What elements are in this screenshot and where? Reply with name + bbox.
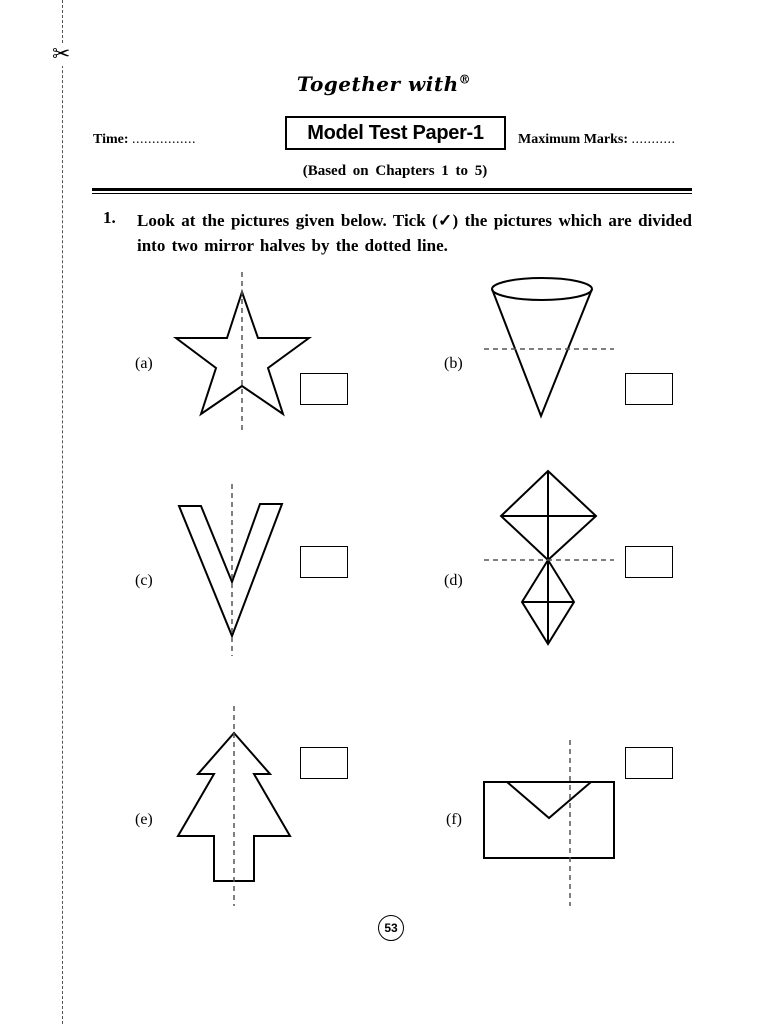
- brand-text: Together with: [296, 72, 459, 96]
- time-dots: ................: [132, 132, 197, 147]
- cone-icon: [484, 278, 614, 416]
- figure-label-b: (b): [444, 355, 463, 372]
- question-number: 1.: [103, 208, 116, 227]
- time-label: Time:: [93, 132, 129, 147]
- envelope-icon: [484, 740, 614, 906]
- page-number: 53: [378, 915, 404, 941]
- tree-icon: [178, 706, 290, 906]
- figure-label-d: (d): [444, 572, 463, 589]
- subtitle: (Based on Chapters 1 to 5): [302, 163, 488, 179]
- question-text: Look at the pictures given below. Tick (✓) the pictures which are divided into two mirror halves by the dotted line.: [137, 211, 692, 255]
- figure-label-e: (e): [135, 811, 153, 828]
- scissors-icon: ✂: [52, 42, 71, 67]
- figure-label-a: (a): [135, 355, 153, 372]
- kite-diamonds-icon: [484, 471, 614, 644]
- v-letter-icon: [179, 484, 282, 656]
- star-icon: [176, 272, 309, 434]
- page-title: Model Test Paper-1: [285, 116, 506, 150]
- figure-label-f: (f): [446, 811, 462, 828]
- registered-mark: ®: [458, 72, 472, 87]
- marks-dots: ...........: [631, 132, 676, 147]
- figure-label-c: (c): [135, 572, 153, 589]
- marks-label: Maximum Marks:: [518, 132, 629, 147]
